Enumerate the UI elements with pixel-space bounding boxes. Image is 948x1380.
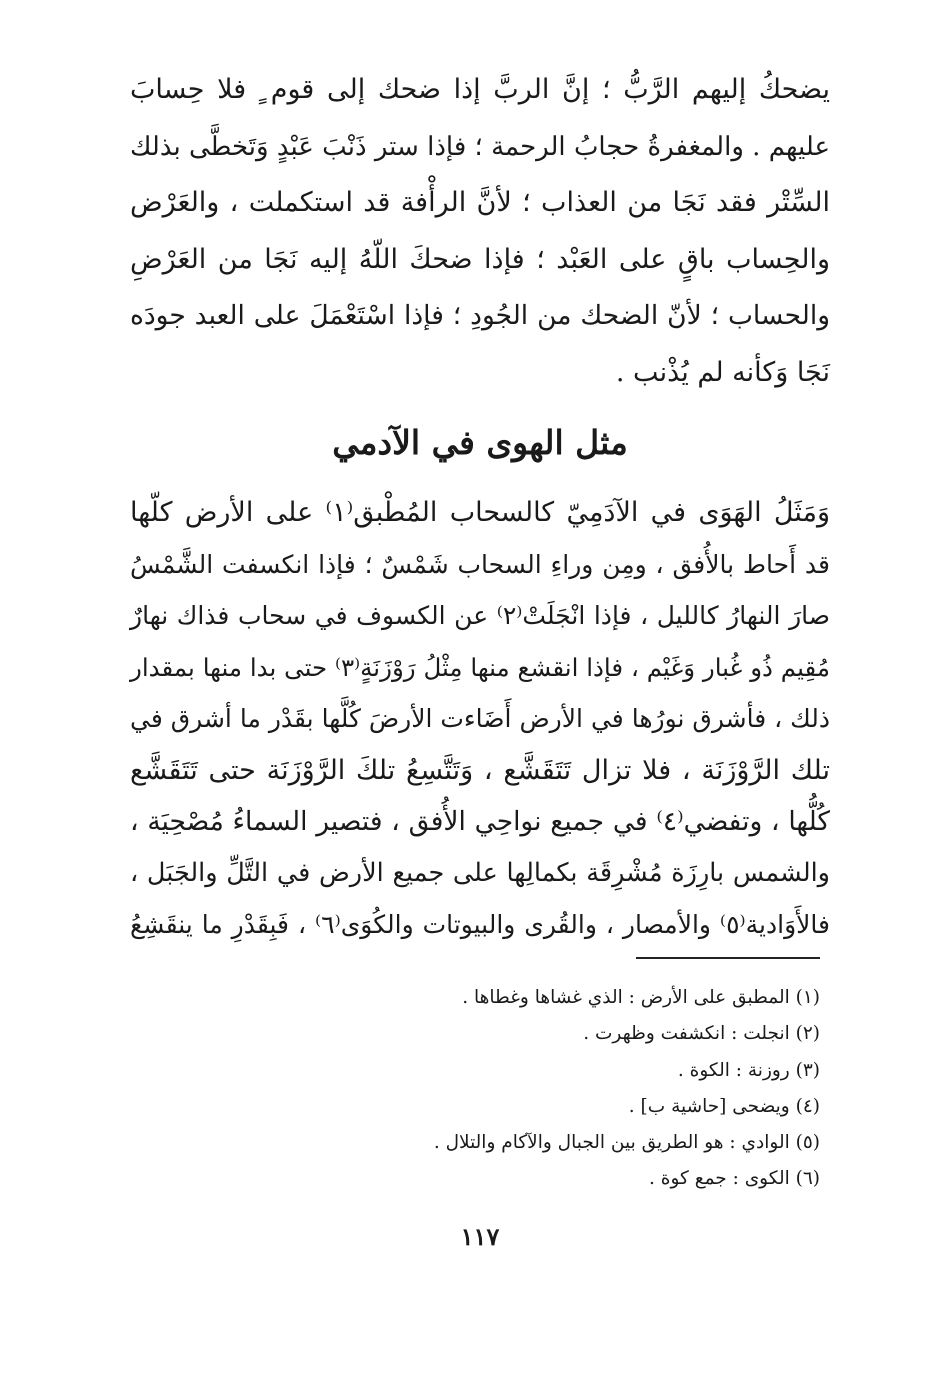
section-title: مثل الهوى في الآدمي — [332, 423, 628, 462]
text-line: عليهم . والمغفرةُ حجابُ الرحمة ؛ فإذا ستر ذَنْبَ عَبْدٍ وَتَخطَّى بذلك — [130, 131, 830, 162]
text-line: والحِساب باقٍ على العَبْد ؛ فإذا ضحكَ اللّهُ إليه نَجَا من العَرْضِ — [130, 243, 830, 275]
footnote-item: (٥) الوادي : هو الطريق بين الجبال والآكام والتلال . — [433, 1132, 820, 1154]
text-line: قد أَحاط بالأُفق ، ومِن وراءِ السحاب شَمْسٌ ؛ فإذا انكسفت الشَّمْسُ — [130, 549, 830, 579]
footnote-item: (٤) ويضحى [حاشية ب] . — [628, 1095, 820, 1117]
text-line: والشمس بارِزَة مُشْرِقَة بكمالِها على جميع الأرض في التَّلِّ والجَبَل ، — [130, 857, 830, 888]
footnote-divider — [636, 957, 820, 959]
text-line: السِّتْر فقد نَجَا من العذاب ؛ لأنَّ الرأْفة قد استكملت ، والعَرْض — [130, 187, 830, 218]
text-line: نَجَا وَكأنه لم يُذْنب . — [615, 356, 830, 388]
page-number: ١١٧ — [460, 1222, 500, 1251]
footnote-item: (٢) انجلت : انكشفت وظهرت . — [583, 1023, 820, 1045]
body-paragraph — [130, 487, 830, 951]
footnote-item: (١) المطبق على الأرض : الذي غشاها وغطاها . — [462, 987, 820, 1008]
footnote-item: (٣) روزنة : الكوة . — [677, 1059, 820, 1081]
text-line: مُقِيم ذُو غُبار وَغَيْم ، فإذا انقشع منها مِثْلُ رَوْزَنَةٍ⁽٣⁾ حتى بدا منها بمقدار — [130, 652, 831, 682]
top-paragraph — [130, 62, 830, 401]
text-line: يضحكُ إليهم الرَّبُّ ؛ إنَّ الربَّ إذا ضحك إلى قوم ٍ فلا حِسابَ — [130, 74, 830, 105]
text-line: وَمَثَلُ الهَوَى في الآدَمِيّ كالسحاب المُطْبق⁽١⁾ على الأرض كلّها — [130, 497, 830, 528]
text-line: تلك الرَّوْزَنَة ، فلا تزال تَتَقَشَّع ، وَتَتَّسِعُ تلكَ الرَّوْزَنَة حتى تَتَقَشَّع — [130, 754, 830, 786]
text-line: ذلك ، فأشرق نورُها في الأرض أَضَاءت الأرضَ كُلَّها بقَدْر ما أشرق في — [130, 704, 830, 733]
footnotes — [130, 980, 820, 1198]
text-line: كُلُّها ، وتفضي⁽٤⁾ في جميع نواحِي الأُفق ، فتصير السماءُ مُصْحِيَة ، — [130, 806, 831, 837]
text-line: فالأَوَادية⁽٥⁾ والأمصار ، والقُرى والبيوتات والكُوَى⁽٦⁾ ، فَبِقَدْرِ ما ينقَشِعُ — [130, 910, 830, 939]
text-line: والحساب ؛ لأنّ الضحك من الجُودِ ؛ فإذا اسْتَعْمَلَ على العبد جودَه — [130, 300, 830, 331]
text-line: صارَ النهارُ كالليل ، فإذا انْجَلَتْ⁽٢⁾ عن الكسوف في سحاب فذاك نهارٌ — [130, 601, 830, 630]
footnote-item: (٦) الكوى : جمع كوة . — [649, 1168, 820, 1190]
